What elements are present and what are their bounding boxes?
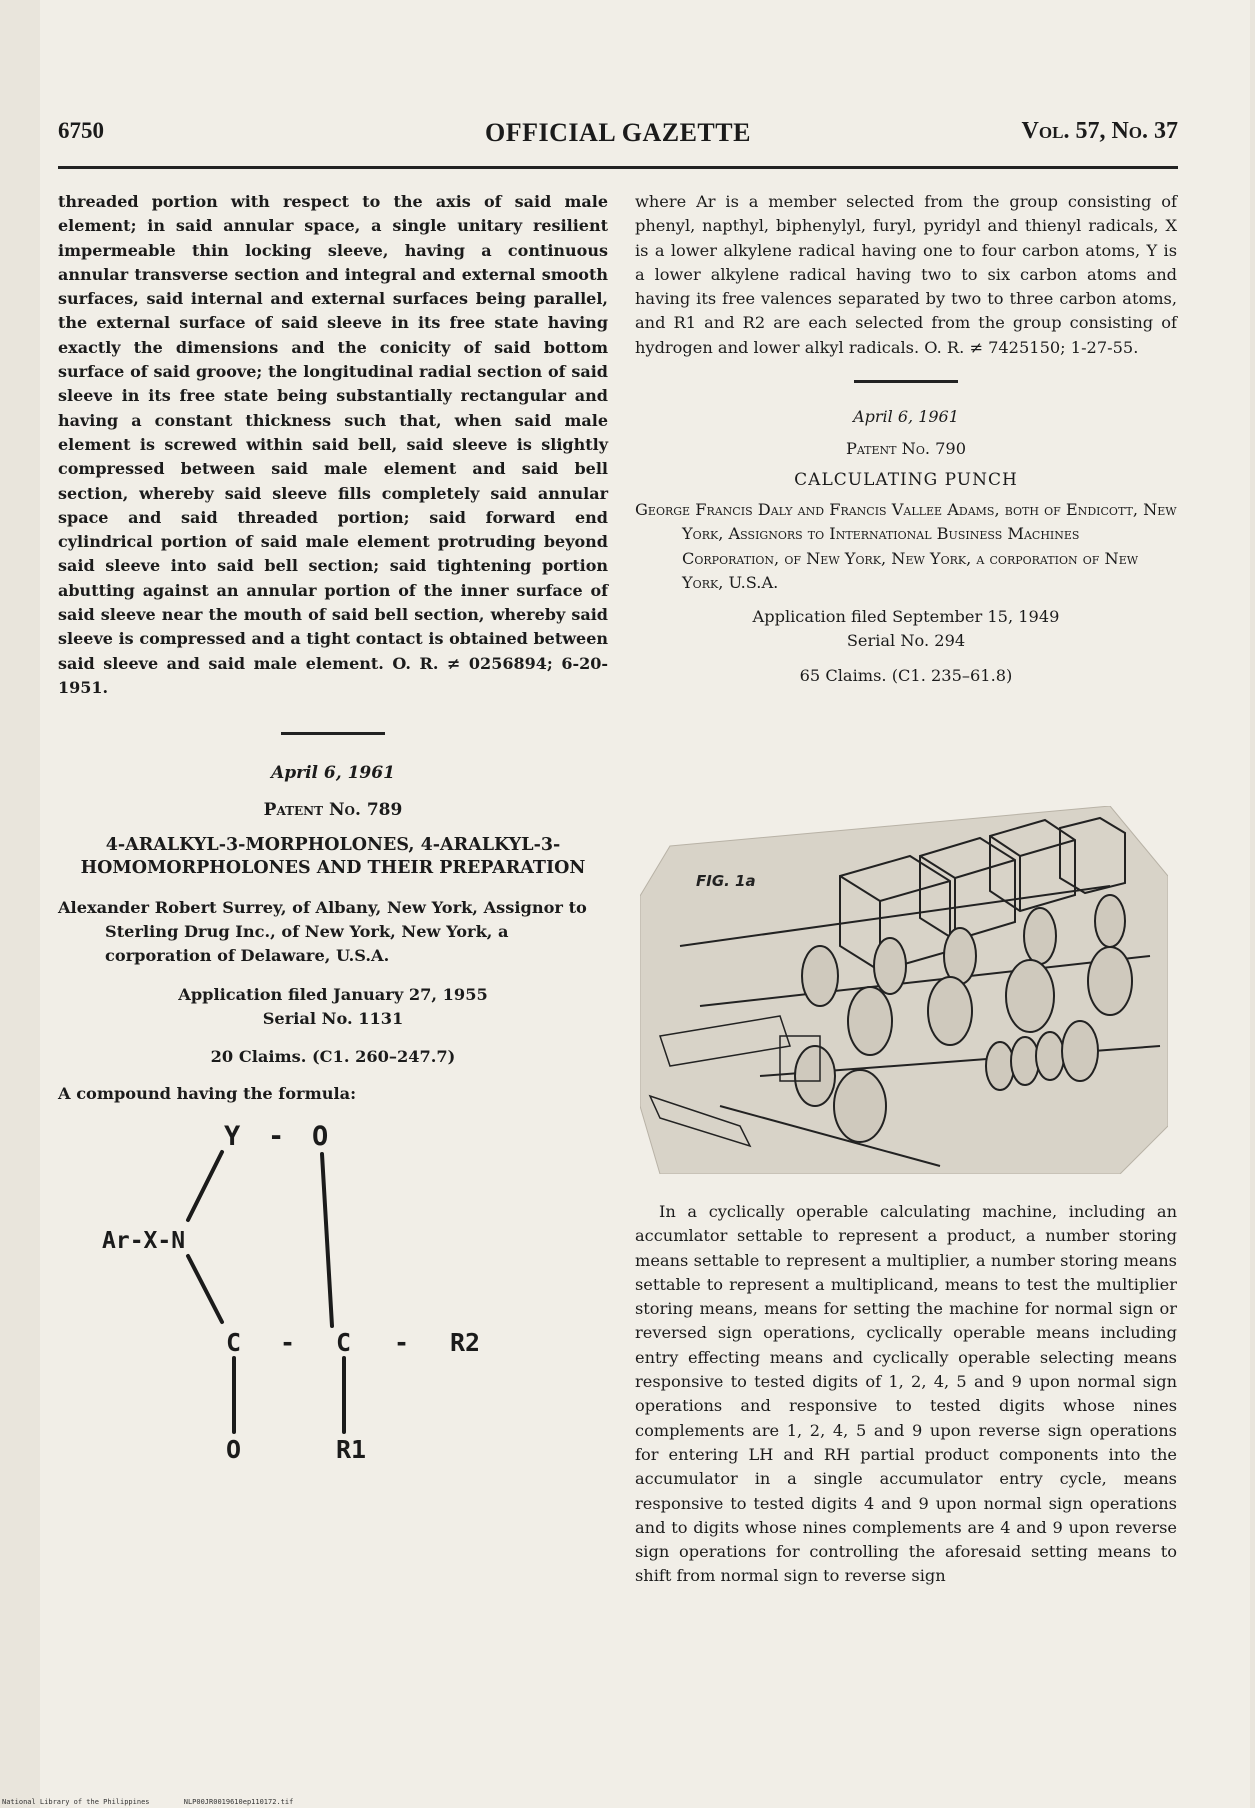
application-filed: Application filed September 15, 1949 <box>752 607 1060 627</box>
formula-y: Y <box>224 1121 241 1152</box>
volume-number: Vol. 57, No. 37 <box>1021 118 1178 144</box>
continued-claim-789-prev: threaded portion with respect to the axis of said male element; in said annular space, a single unitary resilient impermeable thin locking sleeve, having a continuous annular transverse section and integral and external smooth surfaces, said internal and external surfaces being parallel, the external surface of said sleeve in its free state having exactly the dimensions and the conicity of said bottom surface of said groove; the longitudinal radial section of said sleeve in its free state being substantially rectangular and having a constant thickness such that, when said male element is screwed within said bell, said sleeve is slightly compressed between said male element and said bell section, whereby said sleeve fills completely said annular space and said threaded portion; said forward end cylindrical portion of said male element protruding beyond said sleeve into said bell section; said tightening portion abutting against an annular portion of the inner surface of said sleeve near the mouth of said bell section, whereby said sleeve is compressed and a tight contact is obtained between said sleeve and said male element. O. R. ≠ 0256894; 6-20-1951. <box>58 192 608 697</box>
formula-r2: R2 <box>450 1328 481 1357</box>
continued-claim-789: where Ar is a member selected from the group consisting of phenyl, napthyl, biphenylyl, furyl, pyridyl and thienyl radicals, X is a lower alkylene radical having one to four carbon atoms, Y is a lower alkylene radical having two to six carbon atoms and having its free valences separated by two to three carbon atoms, and R1 and R2 are each selected from the group consisting of hydrogen and lower alkyl radicals. O. R. ≠ 7425150; 1-27-55. <box>635 192 1177 357</box>
footer-library: National Library of the Philippines <box>2 1798 150 1806</box>
publication-title: OFFICIAL GAZETTE <box>485 118 751 147</box>
serial-number: Serial No. 294 <box>846 631 966 651</box>
claims-classification: 20 Claims. (C1. 260–247.7) <box>210 1047 456 1067</box>
chemical-formula-diagram <box>100 1110 580 1670</box>
figure-label: FIG. 1a <box>696 872 756 890</box>
patent-date: April 6, 1961 <box>271 763 395 784</box>
formula-dash-top: - <box>268 1121 285 1152</box>
formula-dash-mid: - <box>280 1328 296 1357</box>
footer-file: NLP00JR0019610ep110172.tif <box>183 1798 294 1806</box>
right-column-abstract <box>635 1200 1177 1589</box>
patent-number: Patent No. 790 <box>845 439 967 459</box>
section-separator <box>281 732 385 735</box>
right-column <box>635 190 1177 688</box>
application-filed: Application filed January 27, 1955 <box>178 984 488 1004</box>
bond-n-y <box>188 1152 222 1220</box>
formula-o-bottom: O <box>226 1435 242 1464</box>
header-rule <box>58 166 1178 169</box>
section-separator <box>854 380 958 383</box>
patent-number: Patent No. 789 <box>263 799 403 820</box>
claims-classification: 65 Claims. (C1. 235–61.8) <box>799 665 1013 685</box>
patent-inventors: Alexander Robert Surrey, of Albany, New York, Assignor to Sterling Drug Inc., of New York, New York, a corporation of Delaware, U.S.A. <box>58 897 587 966</box>
page-header <box>58 118 1178 150</box>
patent-title: CALCULATING PUNCH <box>794 469 1018 490</box>
bond-o-c <box>322 1154 332 1326</box>
claim-intro: A compound having the formula: <box>58 1083 357 1103</box>
bond-n-c <box>188 1256 222 1322</box>
formula-ar-x-n: Ar-X-N <box>102 1228 186 1254</box>
formula-r1: R1 <box>336 1435 367 1464</box>
patent-790-abstract: In a cyclically operable calculating machine, including an accumlator settable to represent a product, a number storing means settable to represent a multiplier, a number storing means settable to represent a multiplicand, means to test the multiplier storing means, means for setting the machine for normal sign or reversed sign operations, cyclically operable means including entry effecting means and cyclically operable selecting means responsive to tested digits of 1, 2, 4, 5 and 9 upon normal sign operations and responsive to tested digits whose nines complements are 1, 2, 4, 5 and 9 upon reverse sign operations for entering LH and RH partial product components into the accumulator in a single accumulator entry cycle, means responsive to tested digits 4 and 9 upon normal sign operations and to digits whose nines complements are 4 and 9 upon reverse sign operations for controlling the aforesaid setting means to shift from normal sign to reverse sign <box>635 1202 1177 1586</box>
left-column <box>58 190 608 1106</box>
patent-date: April 6, 1961 <box>853 407 959 427</box>
formula-o-top: O <box>312 1121 329 1152</box>
formula-c-left: C <box>226 1328 242 1357</box>
patent-inventors: George Francis Daly and Francis Vallee Adams, both of Endicott, New York, Assignors to International Business Machines Corporation, of New York, New York, a corporation of New York, U.S.A. <box>635 499 1177 592</box>
patent-figure-calculating-punch <box>640 806 1168 1174</box>
formula-dash-right: - <box>394 1328 410 1357</box>
scan-footer <box>2 1798 323 1806</box>
page-number: 6750 <box>58 118 104 143</box>
formula-c-right: C <box>336 1328 352 1357</box>
serial-number: Serial No. 1131 <box>262 1009 404 1029</box>
patent-title: 4-ARALKYL-3-MORPHOLONES, 4-ARALKYL-3-HOMOMORPHOLONES AND THEIR PREPARATION <box>80 834 586 878</box>
